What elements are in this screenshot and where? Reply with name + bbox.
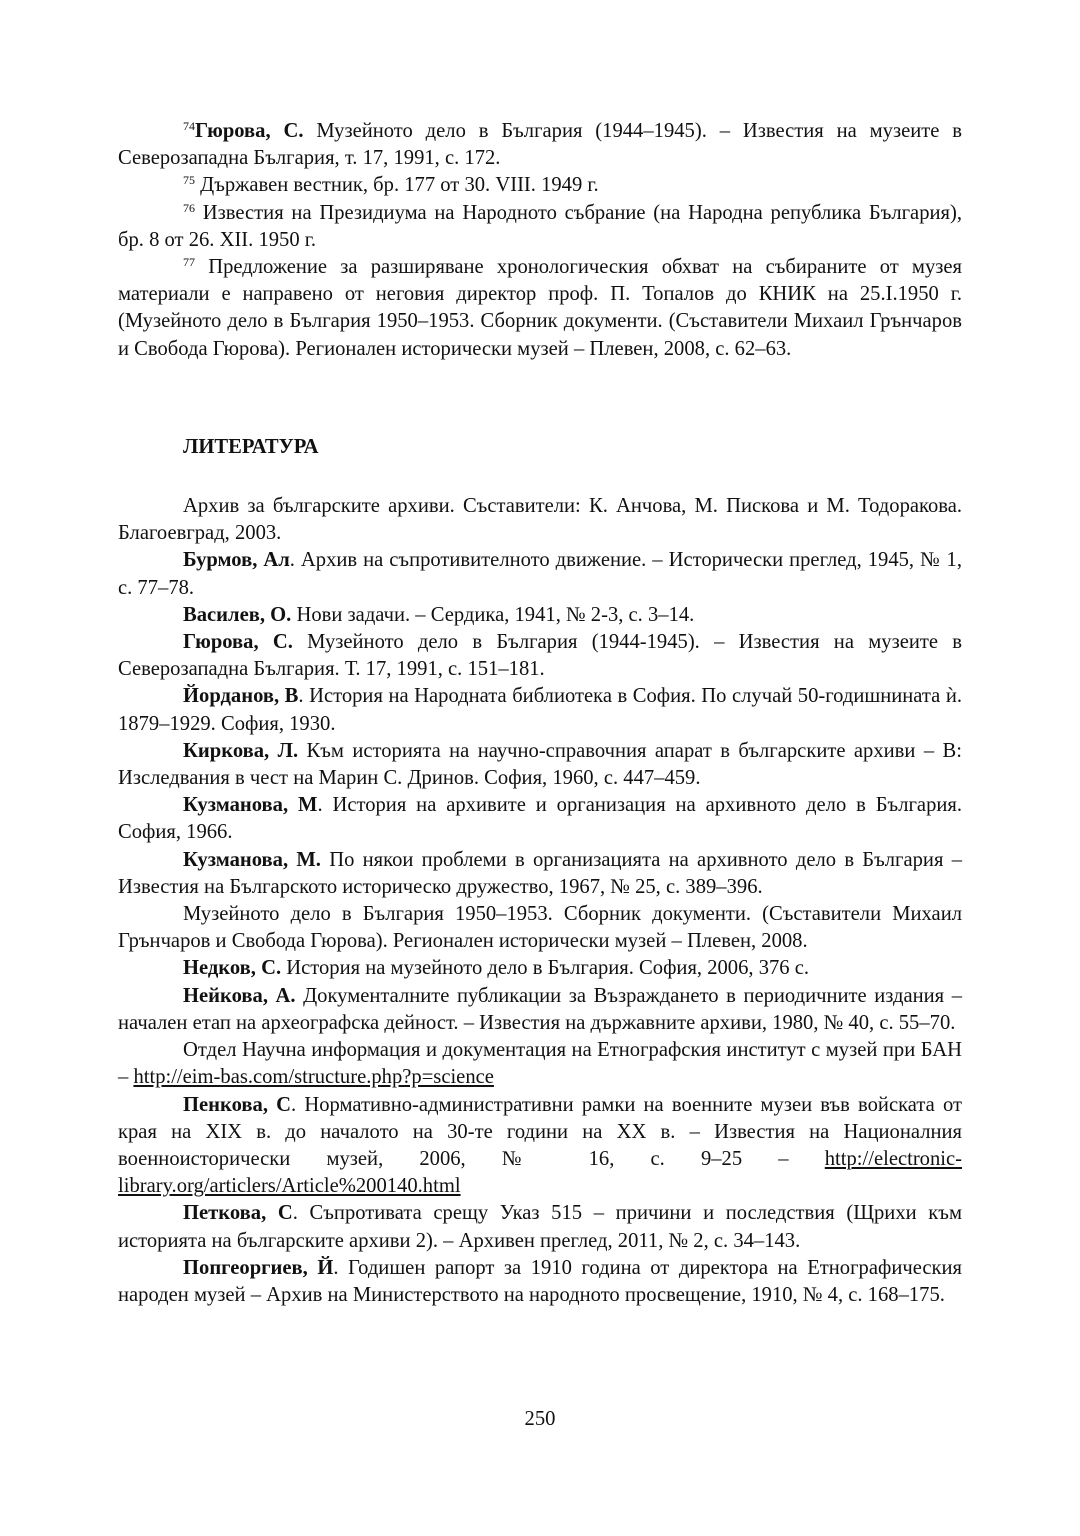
reference-author: Киркова, Л. — [183, 739, 299, 762]
reference-author: Кузманова, М — [183, 794, 318, 817]
reference-item — [118, 738, 962, 792]
footnote-76 — [118, 200, 962, 254]
reference-item — [118, 683, 962, 737]
reference-author: Бурмов, Ал — [183, 549, 290, 572]
reference-text: . Годишен рапорт за 1910 година от директора на Етнографическия народен музей – Архив на Министерството на народното просвещение, 1910, № 4, с. 168–175. — [118, 1256, 963, 1306]
reference-text: Отдел Научна информация и документация на Етнографския институт с музей при БАН – — [118, 1039, 962, 1089]
footnote-number: 74 — [183, 119, 195, 133]
reference-text: Музейното дело в България (1944-1945). – Известия на музеите в Северозападна България. Т. 17, 1991, с. 151–181. — [118, 631, 962, 681]
footnote-75 — [118, 172, 962, 199]
reference-item — [118, 1200, 962, 1254]
footnote-text: Предложение за разширяване хронологическия обхват на събираните от музея материали е направено от неговия директор проф. П. Топалов до КНИК на 25.I.1950 г. (Музейното дело в България 1950–1953. Сборник документи. (Съставители Михаил Грънчаров и Свобода Гюрова). Регионален исторически музей – Плевен, 2008, с. 62–63. — [118, 256, 962, 360]
reference-item — [118, 493, 962, 547]
reference-text: Нови задачи. – Сердика, 1941, № 2-3, с. 3–14. — [291, 603, 695, 626]
footnote-author: Гюрова, С. — [195, 120, 304, 142]
reference-author: Гюрова, С. — [183, 631, 293, 654]
reference-item — [118, 955, 962, 982]
footnote-text: Известия на Президиума на Народното събрание (на Народна република България), бр. 8 от 26. XII. 1950 г. — [118, 201, 962, 251]
reference-author: Йорданов, В — [183, 685, 299, 708]
reference-text: Към историята на научно-справочния апарат в българските архиви – В: Изследвания в чест на Марин С. Дринов. София, 1960, с. 447–459. — [118, 739, 962, 790]
reference-link[interactable]: http://electronic-library.org/articlers/Article%200140.html — [118, 1147, 962, 1198]
reference-item — [118, 901, 962, 955]
footnote-text: Държавен вестник, бр. 177 от 30. VIII. 1949 г. — [195, 174, 599, 197]
reference-item — [118, 1255, 962, 1309]
reference-text: Музейното дело в България 1950–1953. Сборник документи. (Съставители Михаил Грънчаров и Свобода Гюрова). Регионален исторически музей – Плевен, 2008. — [118, 903, 962, 953]
reference-item — [118, 983, 962, 1037]
reference-author: Недков, С. — [183, 957, 282, 980]
reference-text: История на музейното дело в България. София, 2006, 376 с. — [281, 957, 810, 980]
reference-item — [118, 629, 962, 683]
reference-author: Пенкова, С — [183, 1093, 292, 1116]
footnote-74 — [118, 118, 962, 172]
footnote-number: 76 — [183, 200, 195, 215]
reference-author: Кузманова, М. — [183, 848, 321, 871]
reference-item — [118, 847, 962, 901]
reference-item — [118, 1037, 962, 1091]
reference-author: Попгеоргиев, Й — [183, 1256, 334, 1279]
reference-author: Нейкова, А. — [183, 984, 296, 1007]
page-body — [118, 118, 962, 1309]
reference-item — [118, 602, 962, 629]
section-heading: ЛИТЕРАТУРА — [183, 435, 319, 458]
page-number: 250 — [524, 1408, 556, 1430]
footnote-77 — [118, 254, 962, 363]
reference-text: По някои проблеми в организацията на архивното дело в България – Известия на Българското историческо дружество, 1967, № 25, с. 389–396. — [118, 848, 962, 898]
reference-text: Документалните публикации за Възраждането в периодичните издания – начален етап на археографска дейност. – Известия на държавните архиви, 1980, № 40, с. 55–70. — [118, 984, 963, 1034]
reference-text: Архив за българските архиви. Съставители: К. Анчова, М. Пискова и М. Тодоракова. Благоевград, 2003. — [118, 495, 962, 545]
reference-text: . История на архивите и организация на архивното дело в България. София, 1966. — [118, 794, 963, 844]
reference-author: Петкова, С — [183, 1202, 293, 1225]
footnote-number: 77 — [183, 255, 195, 270]
reference-author: Василев, О. — [183, 603, 292, 626]
reference-text: . Съпротивата срещу Указ 515 – причини и последствия (Щрихи към историята на българските архиви 2). – Архивен преглед, 2011, № 2, с. 34–143. — [118, 1202, 962, 1252]
reference-text: . Нормативно-административни рамки на военните музеи във войската от края на XIX в. до началото на 30-те години на XX в. – Известия на Националния военноисторически музей, 2006, № 16, с. 9–25 – — [118, 1093, 962, 1170]
reference-text: . Архив на съпротивителното движение. – Исторически преглед, 1945, № 1, с. 77–78. — [118, 549, 962, 599]
reference-text: . История на Народната библиотека в София. По случай 50-годишнината ѝ. 1879–1929. София, 1930. — [118, 685, 962, 735]
reference-link[interactable]: http://eim-bas.com/structure.php?p=science — [133, 1066, 494, 1089]
footnote-text: Музейното дело в България (1944–1945). – Известия на музеите в Северозападна България, т. 17, 1991, с. 172. — [118, 120, 962, 170]
reference-item — [118, 1092, 962, 1201]
footnote-number: 75 — [183, 173, 195, 188]
reference-item — [118, 547, 962, 601]
reference-item — [118, 792, 962, 846]
